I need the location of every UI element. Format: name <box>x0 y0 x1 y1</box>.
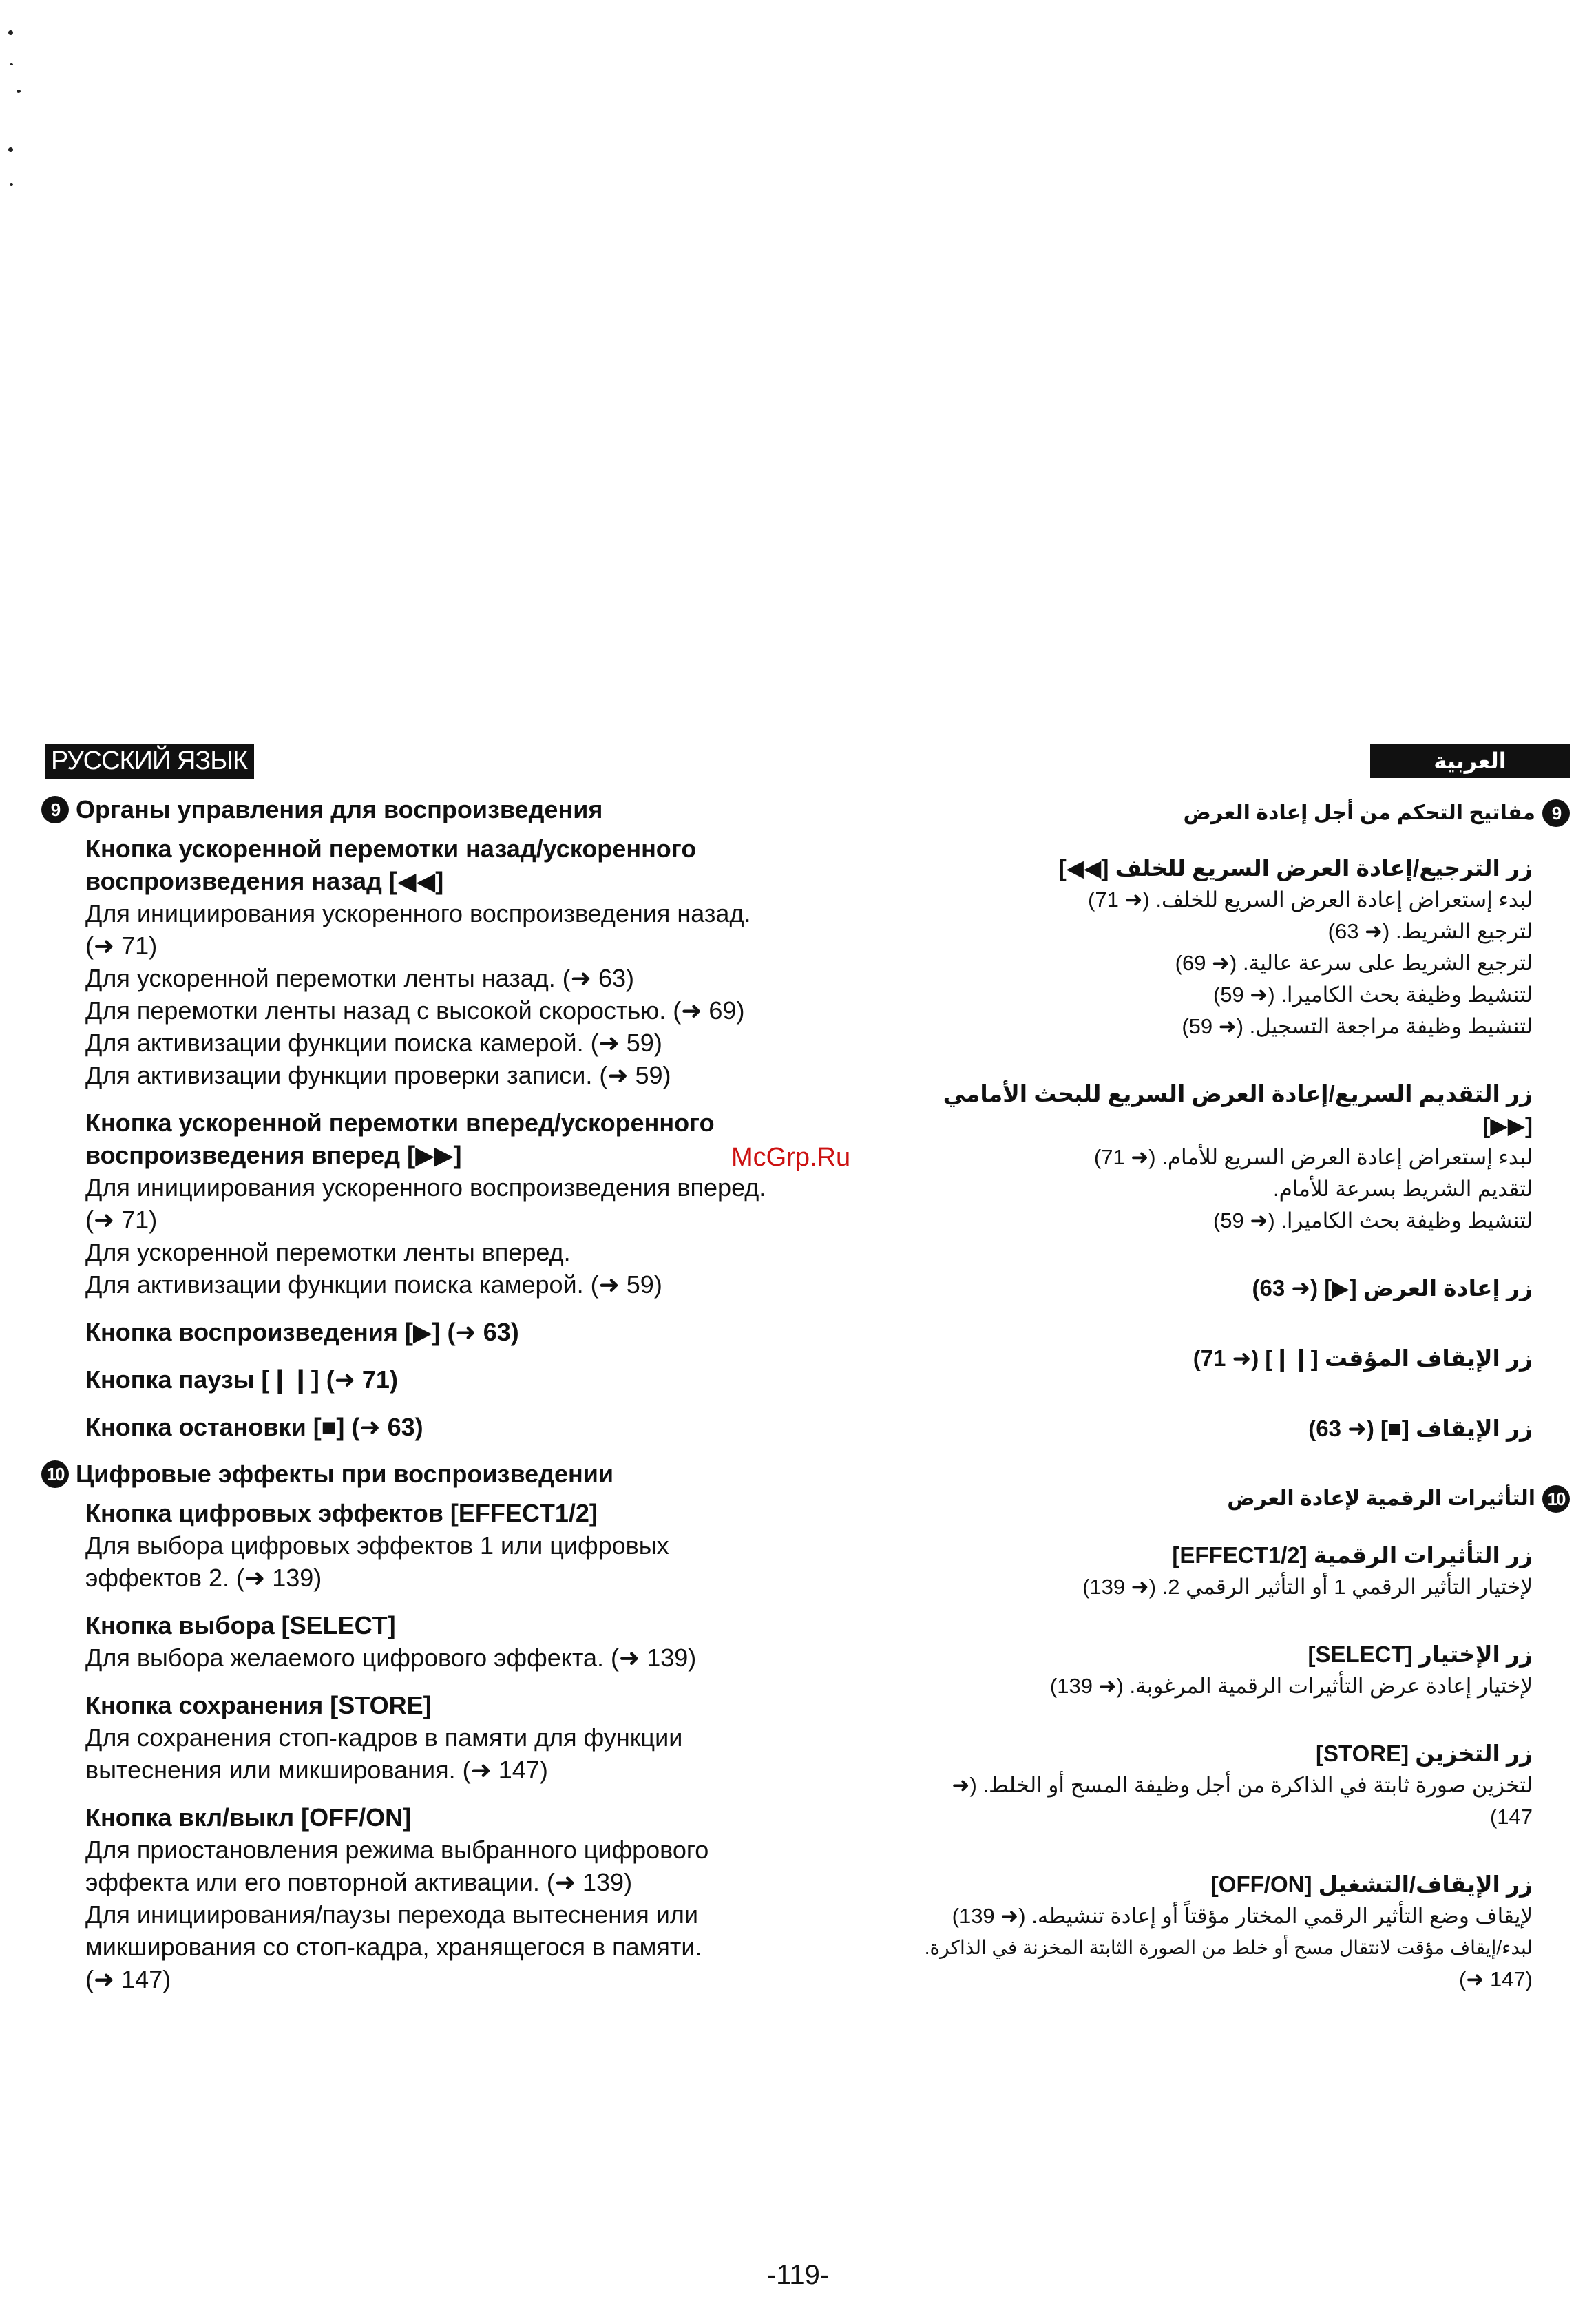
item-title: زر إعادة العرض [▶] (➜ 63) <box>1252 1275 1533 1301</box>
item-line: микширования со стоп-кадра, хранящегося в памяти. <box>85 1933 702 1961</box>
item-line: (➜ 147) <box>1459 1967 1533 1991</box>
item-line: эффекта или его повторной активации. (➜ 139) <box>85 1868 633 1896</box>
item-line: (➜ 71) <box>85 1206 158 1234</box>
item-title: Кнопка воспроизведения [▶] (➜ 63) <box>85 1318 519 1346</box>
play-button-description <box>916 1272 1533 1304</box>
section-title: Органы управления для воспроизведения <box>76 795 603 823</box>
language-tag-arabic: العربية <box>1370 744 1570 778</box>
item-line: Для выбора цифровых эффектов 1 или цифровых <box>85 1531 669 1560</box>
off-on-button-description <box>916 1869 1533 1995</box>
section-number-badge: 10 <box>1542 1485 1570 1513</box>
section-10-heading <box>916 1483 1570 1515</box>
item-title: زر الترجيع/إعادة العرض السريع للخلف [◀◀] <box>1058 855 1533 881</box>
section-title: مفاتيح التحكم من أجل إعادة العرض <box>1183 801 1535 824</box>
effect-button-description <box>916 1540 1533 1603</box>
item-line: Для сохранения стоп-кадров в памяти для функции <box>85 1723 683 1752</box>
fast-forward-button-description <box>916 1078 1533 1237</box>
item-line: لترجيع الشريط. (➜ 63) <box>1327 919 1533 943</box>
section-title: Цифровые эффекты при воспроизведении <box>76 1460 613 1488</box>
item-title: زر التخزين [STORE] <box>1316 1741 1533 1766</box>
item-title: воспроизведения вперед [▶▶] <box>85 1141 462 1169</box>
off-on-button-description <box>85 1801 854 1995</box>
item-line: لإختيار إعادة عرض التأثيرات الرقمية المرغوبة. (➜ 139) <box>1049 1674 1533 1698</box>
select-button-description <box>916 1639 1533 1702</box>
section-title: التأثيرات الرقمية لإعادة العرض <box>1227 1487 1535 1510</box>
item-title: زر الإيقاف [■] (➜ 63) <box>1308 1416 1533 1441</box>
item-title: Кнопка вкл/выкл [OFF/ON] <box>85 1803 412 1832</box>
item-line: (➜ 71) <box>85 932 158 960</box>
item-line: لإيقاف وضع التأثير الرقمي المختار مؤقتاً أو إعادة تنشيطه. (➜ 139) <box>952 1904 1533 1928</box>
section-9-heading <box>916 797 1570 829</box>
item-title: زر الإختيار [SELECT] <box>1308 1641 1533 1667</box>
item-line: эффектов 2. (➜ 139) <box>85 1564 322 1592</box>
item-title: Кнопка цифровых эффектов [EFFECT1/2] <box>85 1499 598 1527</box>
item-line: لبدء/إيقاف مؤقت لانتقال مسح أو خلط من الصورة الثابتة المخزنة في الذاكرة. <box>924 1937 1533 1958</box>
rewind-button-description <box>916 852 1533 1042</box>
item-line: لتنشيط وظيفة بحث الكاميرا. (➜ 59) <box>1212 983 1533 1007</box>
item-title: زر التأثيرات الرقمية [EFFECT1/2] <box>1172 1542 1533 1568</box>
item-title: Кнопка сохранения [STORE] <box>85 1691 432 1719</box>
arabic-column <box>916 744 1570 2031</box>
item-line: لبدء إستعراض إعادة العرض السريع للأمام. (➜ 71) <box>1093 1145 1533 1169</box>
item-title: Кнопка ускоренной перемотки вперед/ускоренного <box>85 1109 715 1137</box>
item-line: Для инициирования ускоренного воспроизведения назад. <box>85 899 751 927</box>
section-10-heading <box>41 1458 854 1490</box>
effect-button-description <box>85 1497 854 1594</box>
pause-button-description <box>85 1363 854 1396</box>
select-button-description <box>85 1609 854 1674</box>
item-line: вытеснения или микширования. (➜ 147) <box>85 1756 548 1784</box>
item-title: Кнопка остановки [■] (➜ 63) <box>85 1413 423 1441</box>
item-title: زر التقديم السريع/إعادة العرض السريع للبحث الأمامي [▶▶] <box>943 1081 1533 1138</box>
store-button-description <box>85 1689 854 1786</box>
item-line: لترجيع الشريط على سرعة عالية. (➜ 69) <box>1175 951 1533 975</box>
item-line: لتنشيط وظيفة بحث الكاميرا. (➜ 59) <box>1212 1208 1533 1232</box>
section-number-badge: 10 <box>41 1460 69 1488</box>
item-title: زر الإيقاف المؤقت [❙❙] (➜ 71) <box>1193 1345 1533 1371</box>
section-number-badge: 9 <box>1542 799 1570 827</box>
pause-button-description <box>916 1343 1533 1374</box>
item-line: Для инициирования/паузы перехода вытеснения или <box>85 1900 698 1929</box>
item-line: لبدء إستعراض إعادة العرض السريع للخلف. (➜ 71) <box>1088 888 1533 912</box>
play-button-description <box>85 1316 854 1348</box>
page-number: -119- <box>766 2260 830 2290</box>
item-line: Для перемотки ленты назад с высокой скоростью. (➜ 69) <box>85 996 745 1025</box>
rewind-button-description <box>85 832 854 1091</box>
item-title: زر الإيقاف/التشغيل [OFF/ON] <box>1210 1871 1533 1897</box>
item-title: Кнопка паузы [❙❙] (➜ 71) <box>85 1365 398 1394</box>
stop-button-description <box>916 1413 1533 1445</box>
item-line: لتخزين صورة ثابتة في الذاكرة من أجل وظيفة المسح أو الخلط. (➜ 147) <box>952 1773 1533 1829</box>
item-line: Для активизации функции поиска камерой. (➜ 59) <box>85 1029 662 1057</box>
item-title: воспроизведения назад [◀◀] <box>85 867 444 895</box>
item-line: لإختيار التأثير الرقمي 1 أو التأثير الرقمي 2. (➜ 139) <box>1082 1575 1533 1599</box>
stop-button-description <box>85 1411 854 1443</box>
item-line: لتقديم الشريط بسرعة للأمام. <box>1272 1177 1533 1201</box>
item-line: (➜ 147) <box>85 1965 171 1993</box>
section-number-badge: 9 <box>41 796 69 823</box>
item-line: Для ускоренной перемотки ленты вперед. <box>85 1238 571 1266</box>
watermark: McGrp.Ru <box>731 1143 851 1172</box>
item-title: Кнопка выбора [SELECT] <box>85 1611 396 1639</box>
item-line: Для ускоренной перемотки ленты назад. (➜ 63) <box>85 964 634 992</box>
item-line: Для выбора желаемого цифрового эффекта. (➜ 139) <box>85 1644 697 1672</box>
item-line: لتنشيط وظيفة مراجعة التسجيل. (➜ 59) <box>1182 1014 1533 1038</box>
item-line: Для приостановления режима выбранного цифрового <box>85 1836 709 1864</box>
item-line: Для активизации функции проверки записи. (➜ 59) <box>85 1061 671 1089</box>
item-line: Для активизации функции поиска камерой. (➜ 59) <box>85 1270 662 1299</box>
item-title: Кнопка ускоренной перемотки назад/ускоренного <box>85 835 697 863</box>
russian-column <box>41 744 854 2011</box>
section-9-heading <box>41 794 854 826</box>
fast-forward-button-description <box>85 1106 854 1301</box>
store-button-description <box>916 1738 1533 1833</box>
language-tag-russian: РУССКИЙ ЯЗЫК <box>45 744 254 779</box>
item-line: Для инициирования ускоренного воспроизведения вперед. <box>85 1173 766 1202</box>
